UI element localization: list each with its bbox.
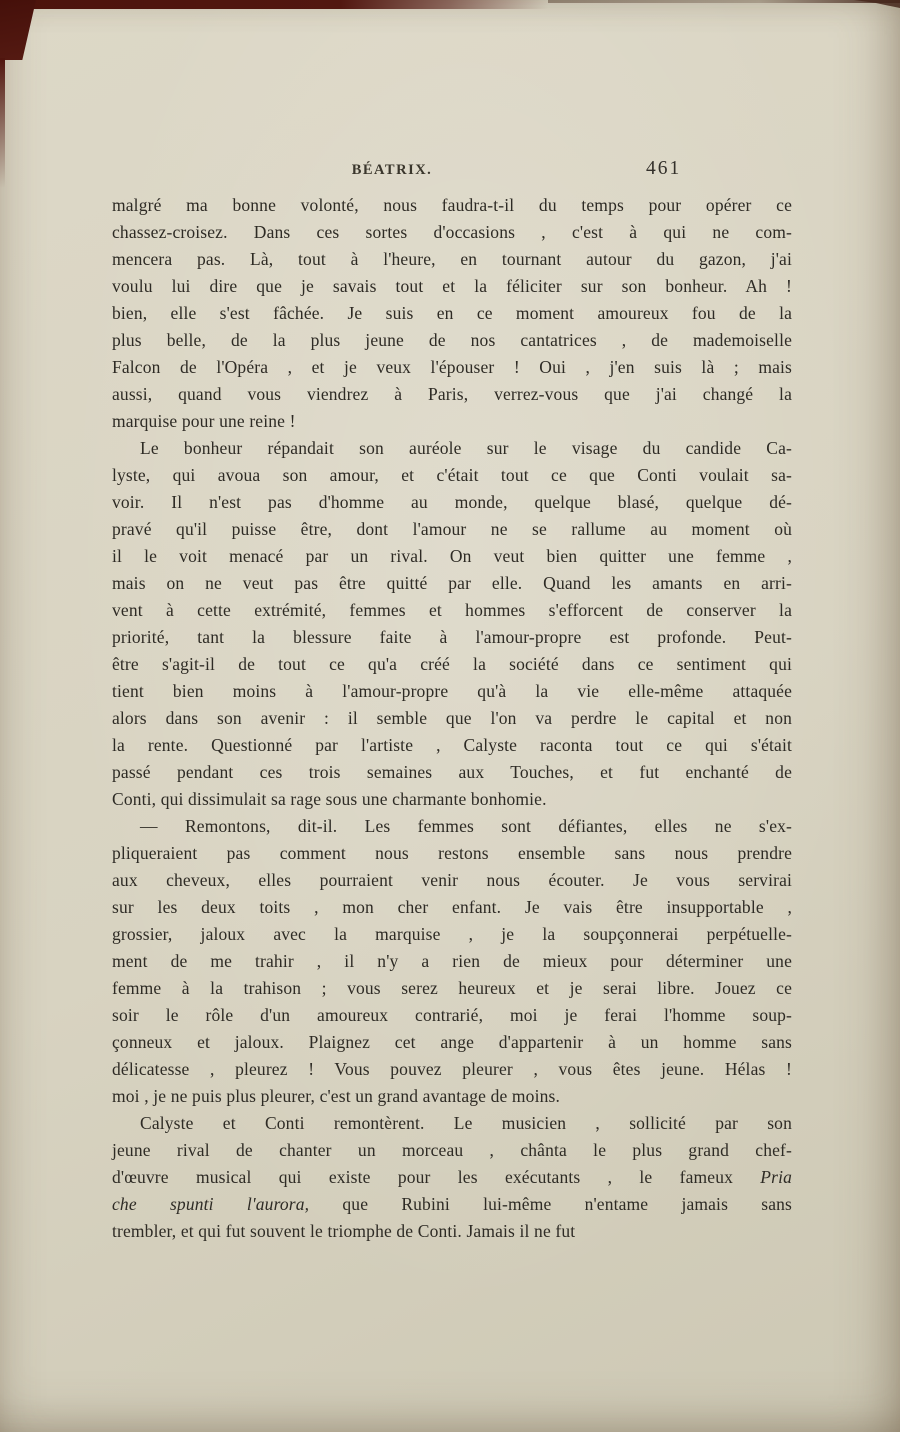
text-line	[112, 894, 792, 921]
text-segment: Calyste et Conti remontèrent. Le musicien , sollicité par son	[140, 1113, 792, 1133]
text-segment: vent à cette extrémité, femmes et hommes s'efforcent de conserver la	[112, 600, 792, 620]
text-line	[112, 300, 792, 327]
text-segment: femme à la trahison ; vous serez heureux et je serai libre. Jouez ce	[112, 978, 792, 998]
page-number: 461	[646, 158, 682, 179]
text-segment: tient bien moins à l'amour-propre qu'à la vie elle-même attaquée	[112, 681, 792, 701]
text-line	[112, 489, 792, 516]
text-line	[112, 732, 792, 759]
text-segment: il le voit menacé par un rival. On veut bien quitter une femme ,	[112, 546, 792, 566]
text-line	[112, 570, 792, 597]
text-segment: aussi, quand vous viendrez à Paris, verrez-vous que j'ai changé la	[112, 384, 792, 404]
text-segment: bien, elle s'est fâchée. Je suis en ce moment amoureux fou de la	[112, 303, 792, 323]
page-header	[112, 158, 792, 182]
text-segment: malgré ma bonne volonté, nous faudra-t-il du temps pour opérer ce	[112, 195, 792, 215]
text-segment: çonneux et jaloux. Plaignez cet ange d'appartenir à un homme sans	[112, 1032, 792, 1052]
text-line	[112, 246, 792, 273]
text-segment: lyste, qui avoua son amour, et c'était tout ce que Conti voulait sa-	[112, 465, 792, 485]
text-line	[112, 1191, 792, 1218]
text-line	[112, 381, 792, 408]
text-line	[112, 813, 792, 840]
text-line	[112, 192, 792, 219]
text-line	[112, 273, 792, 300]
text-segment: être s'agit-il de tout ce qu'a créé la société dans ce sentiment qui	[112, 654, 792, 674]
text-line	[112, 921, 792, 948]
text-line	[112, 759, 792, 786]
text-line	[112, 678, 792, 705]
text-line	[112, 975, 792, 1002]
text-line	[112, 516, 792, 543]
binding-edge-corner	[0, 0, 36, 60]
text-segment: soir le rôle d'un amoureux contrarié, moi je ferai l'homme soup-	[112, 1005, 792, 1025]
text-segment: plus belle, de la plus jeune de nos cantatrices , de mademoiselle	[112, 330, 792, 350]
text-segment: Falcon de l'Opéra , et je veux l'épouser ! Oui , j'en suis là ; mais	[112, 357, 792, 377]
text-line	[112, 354, 792, 381]
text-segment: voulu lui dire que je savais tout et la féliciter sur son bonheur. Ah !	[112, 276, 792, 296]
text-segment: alors dans son avenir : il semble que l'on va perdre le capital et non	[112, 708, 792, 728]
text-line	[112, 786, 792, 813]
text-line	[112, 1137, 792, 1164]
running-title: BÉATRIX.	[351, 162, 433, 178]
text-line	[112, 1164, 792, 1191]
text-segment: voir. Il n'est pas d'homme au monde, quelque blasé, quelque dé-	[112, 492, 792, 512]
text-segment: ment de me trahir , il n'y a rien de mieux pour déterminer une	[112, 951, 792, 971]
text-segment: d'œuvre musical qui existe pour les exécutants , le fameux	[112, 1167, 761, 1187]
text-segment: priorité, tant la blessure faite à l'amour-propre est profonde. Peut-	[112, 627, 792, 647]
italic-text-segment: che spunti l'aurora,	[112, 1194, 310, 1214]
text-line	[112, 597, 792, 624]
text-segment: sur les deux toits , mon cher enfant. Je vais être insupportable ,	[112, 897, 792, 917]
text-segment: délicatesse , pleurez ! Vous pouvez pleurer , vous êtes jeune. Hélas !	[112, 1059, 792, 1079]
text-segment: trembler, et qui fut souvent le triomphe de Conti. Jamais il ne fut	[112, 1221, 576, 1241]
text-segment: — Remontons, dit-il. Les femmes sont défiantes, elles ne s'ex-	[140, 816, 792, 836]
text-line	[112, 624, 792, 651]
text-segment: la rente. Questionné par l'artiste , Calyste raconta tout ce qui s'était	[112, 735, 792, 755]
text-line	[112, 1002, 792, 1029]
text-segment: marquise pour une reine !	[112, 411, 296, 431]
text-line	[112, 1110, 792, 1137]
text-segment: pliqueraient pas comment nous restons ensemble sans nous prendre	[112, 843, 792, 863]
text-segment: passé pendant ces trois semaines aux Touches, et fut enchanté de	[112, 762, 792, 782]
text-line	[112, 435, 792, 462]
text-line	[112, 840, 792, 867]
italic-text-segment: Pria	[760, 1167, 792, 1187]
text-segment: pravé qu'il puisse être, dont l'amour ne se rallume au moment où	[112, 519, 792, 539]
binding-edge-left	[0, 58, 5, 188]
text-line	[112, 1218, 792, 1245]
text-segment: aux cheveux, elles pourraient venir nous écouter. Je vous servirai	[112, 870, 792, 890]
text-segment: mais on ne veut pas être quitté par elle. Quand les amants en arri-	[112, 573, 792, 593]
text-line	[112, 219, 792, 246]
text-line	[112, 651, 792, 678]
text-segment: jeune rival de chanter un morceau , chânta le plus grand chef-	[112, 1140, 792, 1160]
text-line	[112, 408, 792, 435]
text-segment: Le bonheur répandait son auréole sur le visage du candide Ca-	[140, 438, 792, 458]
text-segment: que Rubini lui-même n'entame jamais sans	[309, 1194, 792, 1214]
text-line	[112, 948, 792, 975]
text-line	[112, 867, 792, 894]
text-segment: chassez-croisez. Dans ces sortes d'occasions , c'est à qui ne com-	[112, 222, 792, 242]
text-line	[112, 327, 792, 354]
text-line	[112, 1056, 792, 1083]
binding-edge-top	[0, 0, 548, 9]
body-text	[112, 192, 792, 1245]
scan-edge-top-right	[548, 0, 900, 3]
text-segment: Conti, qui dissimulait sa rage sous une charmante bonhomie.	[112, 789, 547, 809]
text-line	[112, 705, 792, 732]
text-segment: grossier, jaloux avec la marquise , je la soupçonnerai perpétuelle-	[112, 924, 792, 944]
text-line	[112, 1083, 792, 1110]
text-line	[112, 543, 792, 570]
text-line	[112, 1029, 792, 1056]
text-line	[112, 462, 792, 489]
text-segment: mencera pas. Là, tout à l'heure, en tournant autour du gazon, j'ai	[112, 249, 792, 269]
text-segment: moi , je ne puis plus pleurer, c'est un grand avantage de moins.	[112, 1086, 560, 1106]
